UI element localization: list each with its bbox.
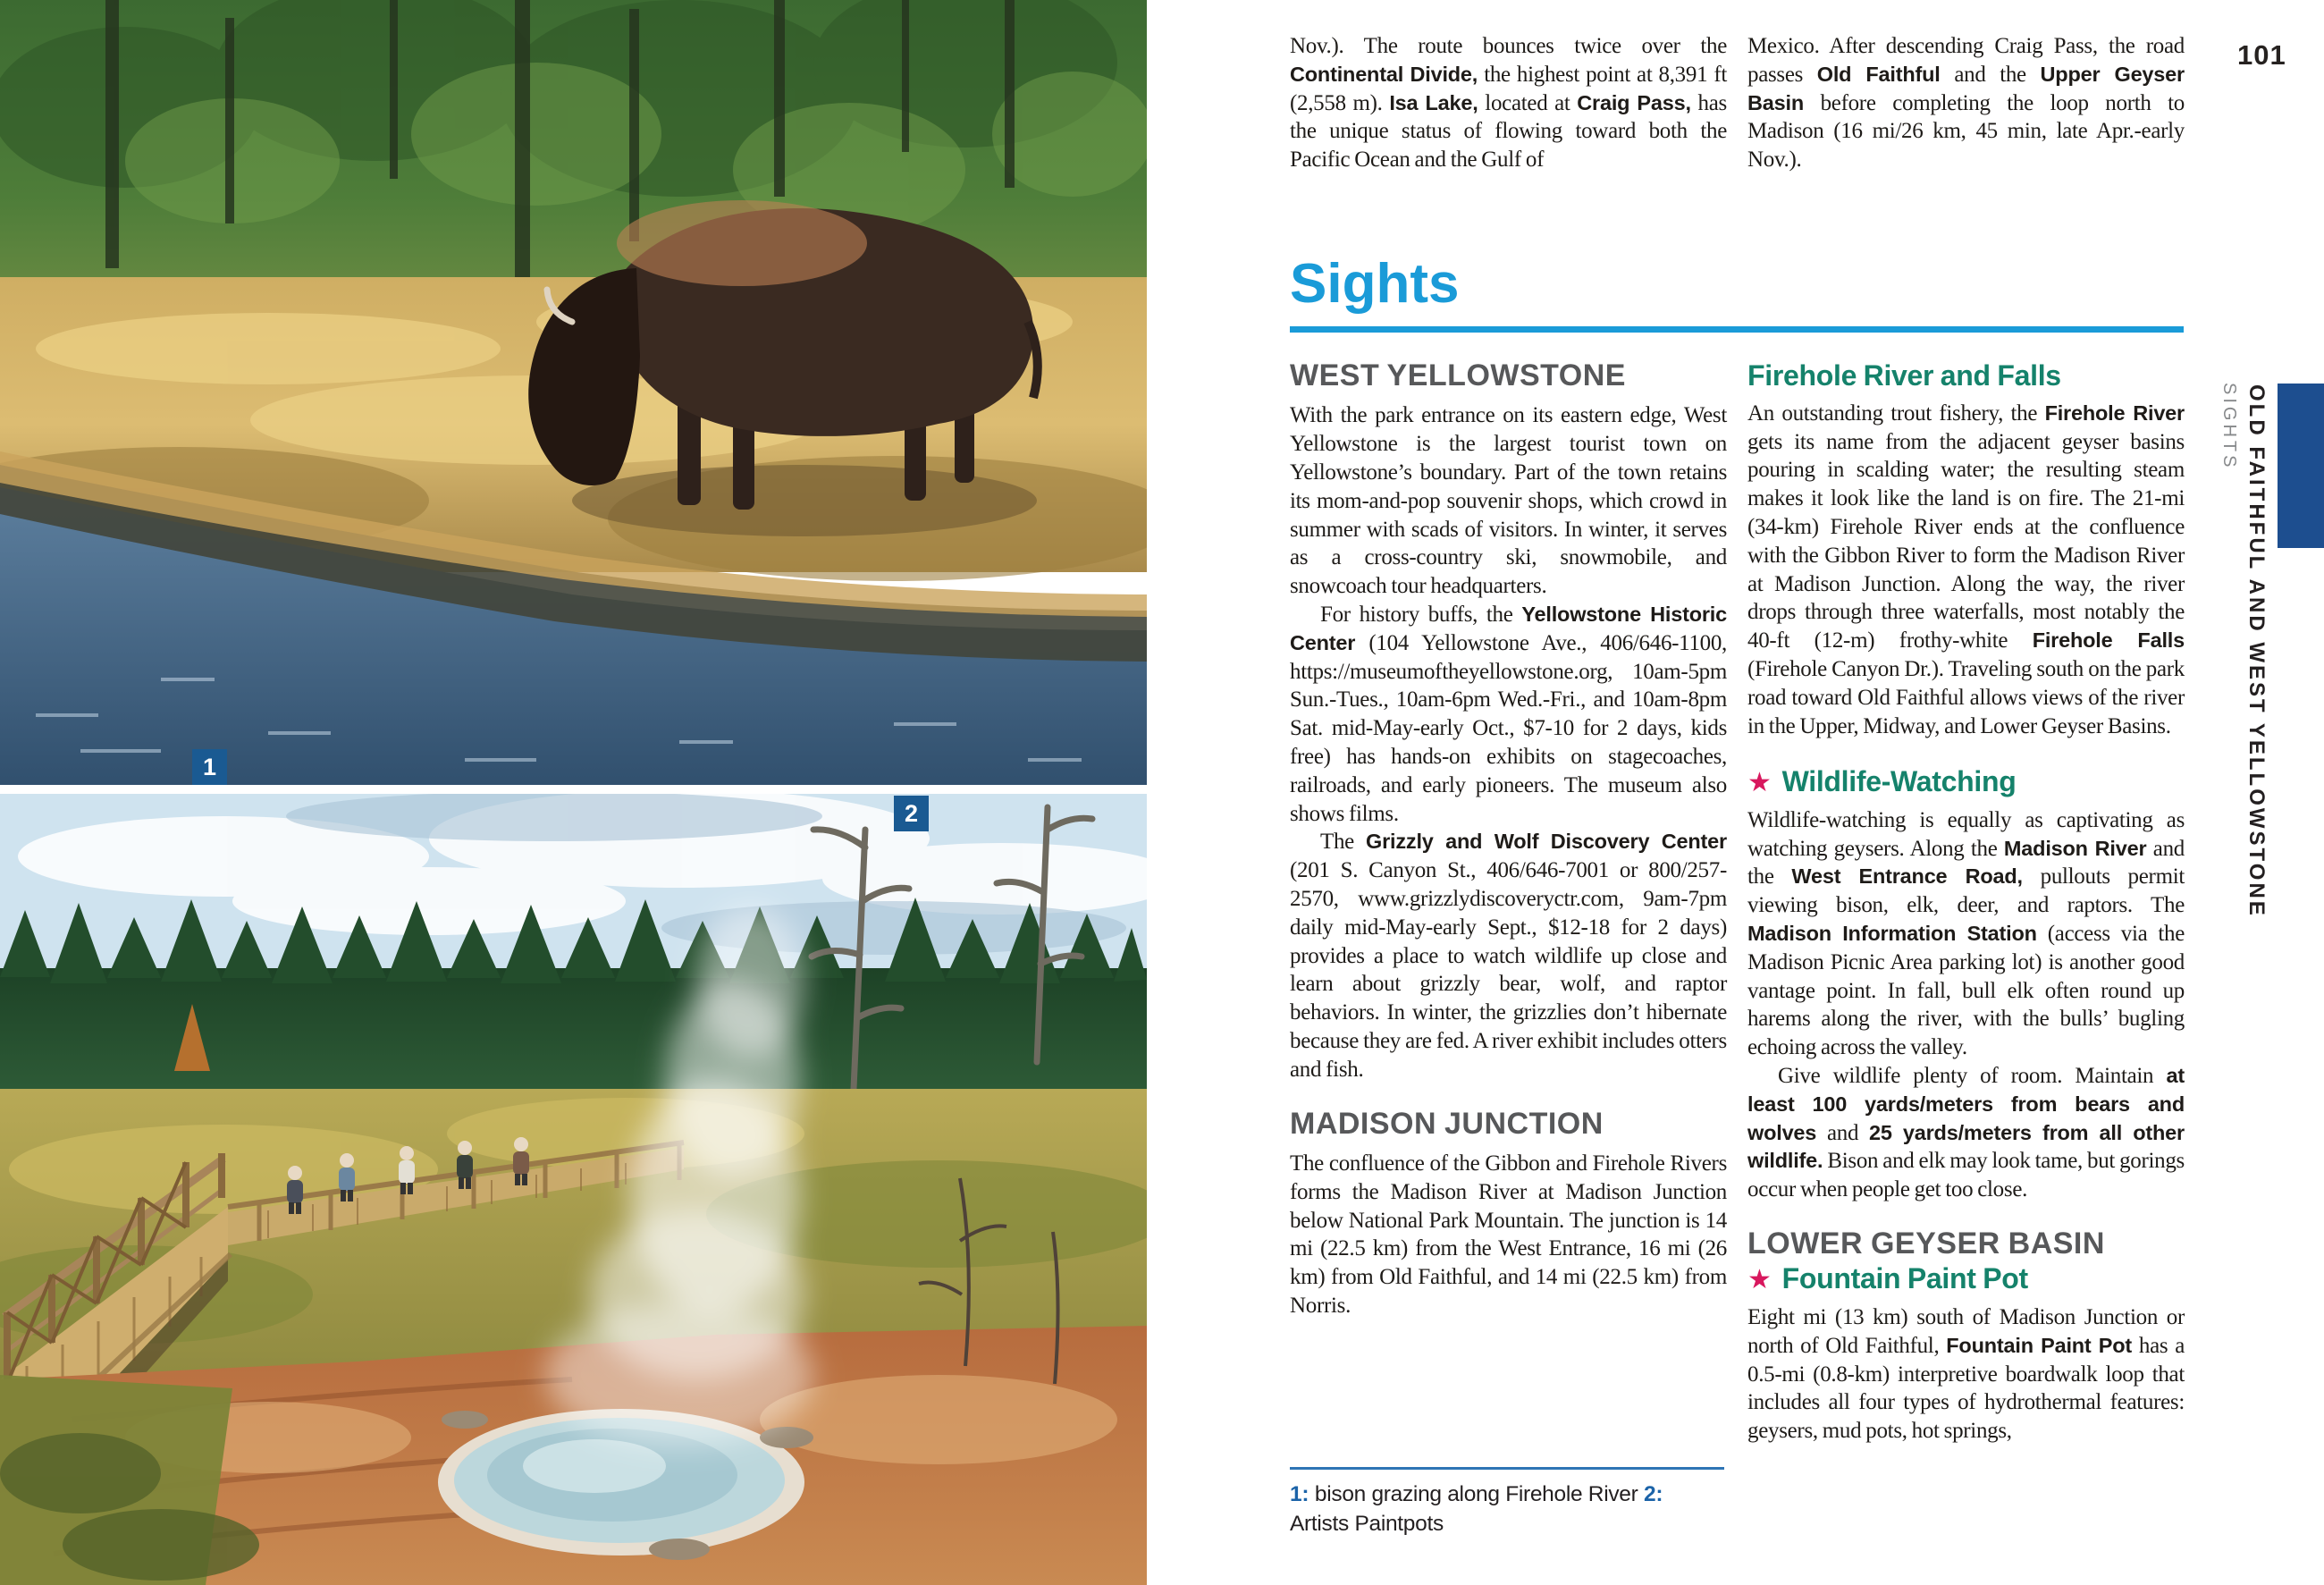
- text-run: and the: [1747, 836, 2185, 889]
- text-run: Bison and elk may look tame, but gorings occur when people get too close.: [1747, 1149, 2185, 1202]
- column-right: [1747, 359, 2185, 1446]
- text-run: Continental Divide,: [1290, 62, 1478, 86]
- text-run: Firehole River: [2044, 400, 2185, 425]
- text-run: The confluence of the Gibbon and Firehole Rivers forms the Madison River at Madison Junction below National Park Mountain. The junction is 14 mi (22.5 km) from the West Entrance, 16 mi (26 km) from Old Faithful, and 14 mi (22.5 km) from Norris.: [1290, 1151, 1727, 1318]
- heading-west-yellowstone: WEST YELLOWSTONE: [1290, 358, 1626, 392]
- text-run: An outstanding trout fishery, the: [1747, 400, 2045, 426]
- text-run: Eight mi (13 km) south of Madison Junction or north of Old Faithful,: [1747, 1304, 2185, 1358]
- text-run: Old Faithful: [1816, 62, 1941, 86]
- text-run: gets its name from the adjacent geyser basins pouring in scalding water; the resulting steam makes it look like the land is on fire. The 21-mi (34-km) Firehole River ends at the confluence with the Gibbon River to form the Madison River at Madison Junction. Along the way, the river drops through three waterfalls, most notably the 40-ft (12-m) frothy-white: [1747, 429, 2185, 653]
- star-icon: ★: [1747, 767, 1772, 799]
- sidebar-section-label: SIGHTS: [2219, 383, 2239, 471]
- text-run: Madison River: [2003, 836, 2147, 860]
- text-run: (104 Yellowstone Ave., 406/646-1100, https://museumoftheyellowstone.org, 10am-5pm Sun.-Tues., 10am-6pm Wed.-Fri., and 10am-8pm Sat. mid-May-early Oct., $7-10 for 2 days, kids free) has hands-on exhibits on stagecoaches, railroads, and early pioneers. The museum also shows films.: [1290, 630, 1727, 826]
- photo-number-badge-2: 2: [894, 796, 929, 831]
- page-number: 101: [2237, 39, 2286, 71]
- text-run: Nov.). The route bounces twice over the: [1290, 34, 1727, 58]
- text-run: 2:: [1644, 1482, 1663, 1506]
- photo-artists-paintpots: [0, 794, 1147, 1585]
- text-run: Wildlife-watching is equally as captivating as watching geysers. Along the: [1747, 807, 2185, 861]
- text-run: Yellowstone Historic Center: [1290, 602, 1727, 654]
- heading-wildlife-watching: [1747, 765, 2185, 799]
- intro-paragraph-col1: [1290, 32, 1727, 174]
- text-run: has the unique status of flowing toward both the Pacific Ocean and the Gulf of: [1290, 90, 1727, 173]
- text-run: bison grazing along Firehole River: [1309, 1482, 1644, 1506]
- paragraph-west-yellowstone-2: [1290, 601, 1727, 828]
- text-run: the highest point at 8,391 ft (2,558 m).: [1290, 62, 1727, 115]
- text-run: For history buffs, the: [1320, 602, 1522, 627]
- text-run: pullouts permit viewing bison, elk, deer, and raptors. The: [1747, 864, 2185, 918]
- text-run: The: [1320, 830, 1367, 855]
- text-run: before completing the loop north to Madison (16 mi/26 km, 45 min, late Apr.-early Nov.).: [1747, 90, 2185, 173]
- text-run: With the park entrance on its eastern edge, West Yellowstone is the largest tourist town on Yellowstone’s boundary. Part of the town retains its mom-and-pop souvenir shops, which crowd in summer with scads of visitors. In winter, it serves as a cross-country ski, snowmobile, and snowcoach tour headquarters.: [1290, 403, 1727, 599]
- heading-wildlife-watching-label: Wildlife-Watching: [1781, 765, 2017, 798]
- text-run: Firehole Falls: [2032, 628, 2185, 653]
- heading-madison-junction: MADISON JUNCTION: [1290, 1106, 1604, 1141]
- text-run: Craig Pass,: [1577, 90, 1691, 114]
- text-run: and the: [1940, 62, 2041, 87]
- section-title-rule: [1290, 326, 2184, 333]
- section-title-sights: Sights: [1290, 253, 1460, 315]
- text-run: Madison Information Station: [1747, 922, 2037, 946]
- text-run: Give wildlife plenty of room. Maintain: [1778, 1064, 2167, 1089]
- heading-lower-geyser-basin: LOWER GEYSER BASIN: [1747, 1227, 2105, 1261]
- text-run: 1:: [1290, 1482, 1309, 1506]
- paintpots-photo-art: [0, 794, 1147, 1585]
- chapter-tab: [2278, 384, 2324, 548]
- paragraph-madison-junction: [1290, 1150, 1727, 1320]
- text-run: (Firehole Canyon Dr.). Traveling south on the park road toward Old Faithful allows views of the river in the Upper, Midway, and Lower Geyser Basins.: [1747, 656, 2185, 738]
- text-run: Isa Lake,: [1389, 90, 1478, 114]
- text-run: at least 100 yards/meters from bears and wolves: [1747, 1064, 2185, 1144]
- photo-caption: [1290, 1480, 1724, 1539]
- photo-bison-firehole-river: [0, 0, 1147, 785]
- heading-firehole-river-and-falls: Firehole River and Falls: [1747, 359, 2061, 392]
- heading-fountain-paint-pot: [1747, 1262, 2185, 1296]
- intro-paragraph-col2: [1747, 32, 2185, 174]
- bison-photo-art: [0, 0, 1147, 785]
- text-run: Fountain Paint Pot: [1946, 1333, 2133, 1357]
- text-run: 25 yards/meters from all other wildlife.: [1747, 1120, 2185, 1173]
- text-run: Upper Geyser Basin: [1747, 62, 2185, 114]
- text-run: West Entrance Road,: [1791, 864, 2023, 889]
- text-run: has a 0.5-mi (0.8-km) interpretive boardwalk loop that includes all four types of hydrothermal features: geysers, mud pots, hot springs,: [1747, 1333, 2185, 1444]
- paragraph-wildlife-2: [1747, 1062, 2185, 1204]
- paragraph-fountain-paint-pot: [1747, 1303, 2185, 1446]
- text-run: (access via the Madison Picnic Area parking lot) is another good vantage point. In fall, bull elk often round up harems along the river, with the bulls’ bugling echoing across the valley.: [1747, 922, 2185, 1060]
- heading-fountain-paint-pot-label: Fountain Paint Pot: [1781, 1262, 2028, 1295]
- paragraph-wildlife-1: [1747, 806, 2185, 1062]
- caption-divider: [1290, 1467, 1724, 1470]
- text-run: located at: [1478, 90, 1578, 115]
- paragraph-firehole: [1747, 400, 2185, 741]
- photo-number-badge-1: 1: [192, 749, 227, 785]
- star-icon: ★: [1747, 1264, 1772, 1296]
- paragraph-west-yellowstone-3: [1290, 828, 1727, 1083]
- sidebar-chapter-label: OLD FAITHFUL AND WEST YELLOWSTONE: [2244, 384, 2269, 918]
- text-run: Grizzly and Wolf Discovery Center: [1366, 830, 1727, 854]
- column-left: [1290, 359, 1727, 1320]
- text-run: (201 S. Canyon St., 406/646-7001 or 800/257-2570, www.grizzlydiscoveryctr.com, 9am-7pm daily mid-May-early Sept., $12-18 for 2 days) provides a place to watch wildlife up close and learn about grizzly bear, wolf, and raptor behaviors. In winter, the grizzlies don’t hibernate because they are fed. A river exhibit includes otters and fish.: [1290, 858, 1727, 1082]
- text-run: Mexico. After descending Craig Pass, the road passes: [1747, 34, 2185, 87]
- text-run: and: [1816, 1120, 1869, 1145]
- paragraph-west-yellowstone-1: [1290, 401, 1727, 601]
- text-run: Artists Paintpots: [1290, 1512, 1444, 1536]
